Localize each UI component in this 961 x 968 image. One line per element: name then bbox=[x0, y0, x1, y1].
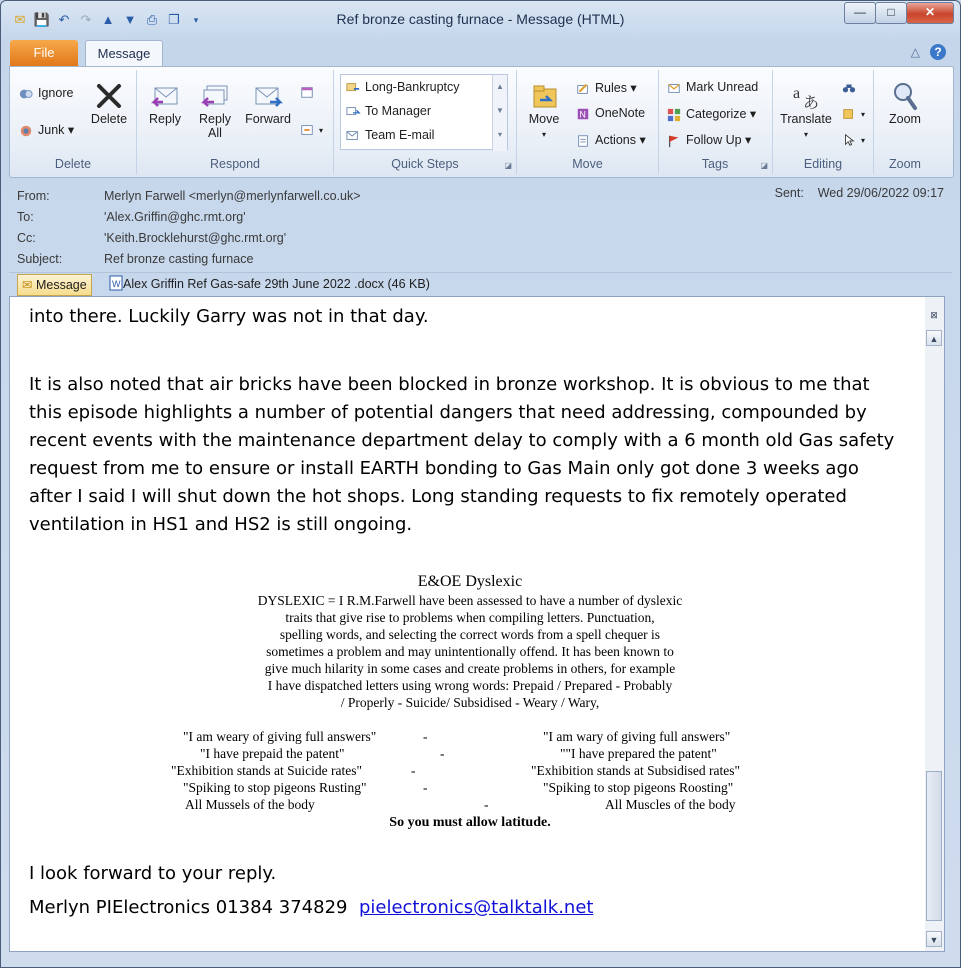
dyslexic-line-7: / Properly - Suicide/ Subsidised - Weary / Wary, bbox=[340, 695, 600, 710]
magnifier-icon bbox=[889, 80, 921, 112]
more-respond-icon bbox=[299, 123, 315, 137]
quick-step-icon bbox=[345, 81, 361, 95]
svg-text:あ: あ bbox=[803, 93, 820, 112]
sent-value: Wed 29/06/2022 09:17 bbox=[817, 186, 944, 200]
body-line-0: into there. Luckily Garry was not in that day. bbox=[29, 306, 429, 327]
reply-icon bbox=[149, 80, 181, 112]
more-respond-button[interactable]: ▾ bbox=[299, 122, 323, 137]
expand-gallery-icon[interactable]: ▾ bbox=[497, 130, 502, 139]
cursor-select-icon bbox=[841, 133, 857, 147]
quick-steps-launcher-icon[interactable]: ◪ bbox=[504, 161, 512, 170]
junk-icon bbox=[18, 124, 34, 138]
scroll-down-button[interactable]: ▼ bbox=[926, 931, 942, 947]
quick-step-to-manager[interactable]: To Manager bbox=[341, 99, 507, 123]
scroll-thumb[interactable] bbox=[926, 771, 942, 921]
move-group bbox=[516, 70, 659, 174]
forward-to-manager-icon bbox=[345, 105, 361, 119]
onenote-button[interactable]: N OneNote bbox=[575, 106, 645, 121]
editing-group bbox=[773, 70, 874, 174]
example-2-wrong: "I have prepaid the patent" bbox=[200, 746, 345, 761]
team-email-icon bbox=[345, 129, 361, 143]
copy-icon[interactable]: ❐ bbox=[168, 12, 180, 27]
sent-row: Sent: Wed 29/06/2022 09:17 bbox=[774, 186, 944, 200]
example-4-right: "Spiking to stop pigeons Roosting" bbox=[543, 780, 734, 795]
example-1-wrong: "I am weary of giving full answers" bbox=[183, 729, 377, 744]
next-item-icon[interactable]: ▼ bbox=[123, 12, 137, 27]
tags-group-label: Tags bbox=[701, 157, 729, 171]
editing-group-label: Editing bbox=[803, 157, 843, 171]
dyslexic-title: E&OE Dyslexic bbox=[417, 573, 523, 590]
zoom-group-label: Zoom bbox=[889, 157, 921, 171]
example-1-right: "I am wary of giving full answers" bbox=[543, 729, 731, 744]
tab-message[interactable]: Message bbox=[85, 40, 163, 68]
from-value[interactable]: Merlyn Farwell <merlyn@merlynfarwell.co.uk> bbox=[104, 189, 361, 203]
latitude-note: So you must allow latitude. bbox=[389, 815, 551, 830]
dyslexic-line-5: give much hilarity in some cases and create problems in others, for example bbox=[264, 661, 676, 676]
dyslexic-line-6: I have dispatched letters using wrong words: Prepaid / Prepared - Probably bbox=[267, 678, 673, 693]
reply-all-icon bbox=[199, 80, 231, 112]
ignore-button[interactable]: Ignore bbox=[18, 86, 73, 101]
message-tab-button[interactable]: ✉ Message bbox=[17, 274, 92, 296]
dyslexic-line-2: traits that give rise to problems when compiling letters. Punctuation, bbox=[285, 610, 655, 625]
body-para-line-4: request from me to ensure or install EARTH bonding to Gas Main only got done 3 weeks ago bbox=[29, 458, 859, 479]
delete-group bbox=[10, 70, 137, 174]
subject-value: Ref bronze casting furnace bbox=[104, 252, 254, 266]
print-icon[interactable]: ⎙ bbox=[146, 12, 158, 27]
scroll-up-icon[interactable]: ▲ bbox=[496, 82, 504, 91]
example-4-dash: - bbox=[423, 780, 428, 795]
body-para-line-3: recent events with the maintenance department delay to comply with a 6 month old Gas safety bbox=[29, 430, 895, 451]
subject-row: Subject: Ref bronze casting furnace bbox=[17, 252, 254, 266]
minimize-ribbon-icon[interactable]: △ bbox=[910, 45, 920, 59]
zoom-button[interactable]: Zoom bbox=[878, 80, 932, 126]
from-row: From: Merlyn Farwell <merlyn@merlynfarwell.co.uk> bbox=[17, 189, 361, 203]
delete-button[interactable]: Delete bbox=[86, 80, 132, 126]
tab-file[interactable]: File bbox=[10, 40, 78, 66]
zoom-group bbox=[874, 70, 936, 174]
body-scrollbar[interactable] bbox=[925, 296, 945, 952]
forward-button[interactable]: Forward bbox=[243, 80, 293, 126]
dyslexic-line-3: spelling words, and selecting the correct words from a spell chequer is bbox=[279, 627, 661, 642]
svg-text:N: N bbox=[579, 109, 586, 120]
quick-steps-group-label: Quick Steps bbox=[391, 157, 459, 171]
scroll-up-button[interactable]: ▲ bbox=[926, 330, 942, 346]
previous-item-icon[interactable]: ▲ bbox=[101, 12, 115, 27]
example-5-wrong: All Mussels of the body bbox=[185, 797, 315, 812]
to-row: To: 'Alex.Griffin@ghc.rmt.org' bbox=[17, 210, 246, 224]
ribbon-tabs bbox=[1, 38, 960, 66]
scroll-options-icon[interactable]: ⊠ bbox=[930, 310, 938, 320]
follow-up-flag-icon bbox=[666, 134, 682, 148]
close-button[interactable]: ✕ bbox=[906, 2, 954, 24]
svg-text:W: W bbox=[112, 279, 121, 289]
svg-text:a: a bbox=[793, 85, 801, 102]
delete-x-icon bbox=[93, 80, 125, 112]
envelope-icon: ✉ bbox=[22, 278, 33, 292]
body-para-line-1: It is also noted that air bricks have been blocked in bronze workshop. It is obvious to me that bbox=[29, 374, 870, 395]
categorize-icon bbox=[666, 108, 682, 122]
attachment-docx[interactable]: W Alex Griffin Ref Gas-safe 29th June 2022 .docx (46 KB) bbox=[109, 274, 430, 294]
example-4-wrong: "Spiking to stop pigeons Rusting" bbox=[183, 780, 367, 795]
rules-button[interactable]: Rules ▾ bbox=[575, 80, 637, 96]
cc-row: Cc: 'Keith.Brocklehurst@ghc.rmt.org' bbox=[17, 231, 287, 245]
example-5-right: All Muscles of the body bbox=[605, 797, 736, 812]
minimize-button[interactable]: — bbox=[844, 2, 876, 24]
respond-group bbox=[137, 70, 334, 174]
delete-group-label: Delete bbox=[54, 157, 92, 171]
ignore-icon bbox=[18, 87, 34, 101]
example-5-dash: - bbox=[484, 797, 489, 812]
junk-button[interactable]: Junk ▾ bbox=[18, 122, 74, 138]
mark-unread-button[interactable]: Mark Unread bbox=[666, 80, 758, 95]
cc-value[interactable]: 'Keith.Brocklehurst@ghc.rmt.org' bbox=[104, 231, 287, 245]
maximize-button[interactable]: □ bbox=[875, 2, 907, 24]
related-icon bbox=[841, 107, 857, 121]
respond-group-label: Respond bbox=[209, 157, 261, 171]
to-value[interactable]: 'Alex.Griffin@ghc.rmt.org' bbox=[104, 210, 246, 224]
example-1-dash: - bbox=[423, 729, 428, 744]
envelope-app-icon: ✉ bbox=[14, 12, 26, 27]
message-body[interactable] bbox=[9, 296, 927, 952]
quick-step-long-bankruptcy[interactable]: Long-Bankruptcy bbox=[341, 75, 507, 99]
quick-step-team-email[interactable]: Team E-mail bbox=[341, 123, 507, 147]
forward-icon bbox=[252, 80, 284, 112]
window-title: Ref bronze casting furnace - Message (HTML) bbox=[336, 11, 625, 27]
translate-button[interactable]: a あ Translate ▾ bbox=[777, 80, 835, 140]
title-bar bbox=[1, 1, 960, 37]
undo-icon[interactable]: ↶ bbox=[58, 12, 70, 27]
example-2-dash: - bbox=[440, 746, 445, 761]
meeting-reply-button[interactable] bbox=[299, 84, 319, 99]
example-3-dash: - bbox=[411, 763, 416, 778]
closing-line: I look forward to your reply. bbox=[29, 863, 277, 884]
attachment-bar bbox=[9, 273, 952, 295]
quick-steps-group bbox=[334, 70, 516, 174]
follow-up-button[interactable]: Follow Up ▾ bbox=[666, 132, 751, 148]
body-para-line-5: after I said I will shut down the hot shops. Long standing requests to fix remotely operated bbox=[29, 486, 847, 507]
dyslexic-line-4: sometimes a problem and may unintentionally offend. It has been known to bbox=[266, 644, 674, 659]
message-header bbox=[9, 181, 952, 273]
ribbon bbox=[9, 66, 954, 178]
actions-button[interactable]: Actions ▾ bbox=[575, 132, 646, 148]
tags-launcher-icon[interactable]: ◪ bbox=[760, 161, 768, 170]
move-folder-icon bbox=[528, 80, 560, 112]
actions-icon bbox=[575, 134, 591, 148]
binoculars-icon bbox=[841, 81, 857, 95]
onenote-icon bbox=[575, 107, 591, 121]
calendar-icon bbox=[299, 85, 315, 99]
quick-steps-gallery bbox=[340, 74, 508, 150]
save-icon[interactable]: 💾 bbox=[33, 12, 51, 27]
example-2-right: ""I have prepared the patent" bbox=[560, 746, 717, 761]
mark-unread-icon bbox=[666, 81, 682, 95]
move-group-label: Move bbox=[572, 157, 603, 171]
find-button[interactable] bbox=[841, 80, 861, 95]
scroll-down-icon[interactable]: ▼ bbox=[496, 106, 504, 115]
customize-qat-icon[interactable]: ▾ bbox=[193, 15, 199, 25]
reply-button[interactable]: Reply bbox=[143, 80, 187, 126]
move-button[interactable]: Move ▾ bbox=[523, 80, 565, 140]
window-controls bbox=[845, 2, 954, 24]
example-3-right: "Exhibition stands at Subsidised rates" bbox=[531, 763, 741, 778]
help-icon[interactable]: ? bbox=[930, 44, 946, 60]
body-para-line-6: ventilation in HS1 and HS2 is still ongoing. bbox=[29, 514, 413, 535]
email-link[interactable]: pielectronics@talktalk.net bbox=[358, 897, 594, 918]
tags-group bbox=[658, 70, 773, 174]
related-button[interactable]: ▾ bbox=[841, 106, 865, 121]
select-button[interactable]: ▾ bbox=[841, 132, 865, 147]
rules-icon bbox=[575, 82, 591, 96]
dyslexic-line-1: DYSLEXIC = I R.M.Farwell have been assessed to have a number of dyslexic bbox=[257, 593, 683, 608]
reply-all-button[interactable]: Reply All bbox=[193, 80, 237, 140]
categorize-button[interactable]: Categorize ▾ bbox=[666, 106, 756, 122]
body-para-line-2: this episode highlights a number of potential dangers that need addressing, compounded by bbox=[29, 402, 867, 423]
translate-icon bbox=[790, 80, 822, 112]
quick-steps-scroll[interactable] bbox=[492, 75, 507, 151]
redo-icon[interactable]: ↷ bbox=[80, 12, 92, 27]
word-document-icon bbox=[109, 275, 123, 291]
example-3-wrong: "Exhibition stands at Suicide rates" bbox=[171, 763, 362, 778]
signature-line: Merlyn PIElectronics 01384 374829 pielectronics@talktalk.net bbox=[29, 897, 594, 918]
